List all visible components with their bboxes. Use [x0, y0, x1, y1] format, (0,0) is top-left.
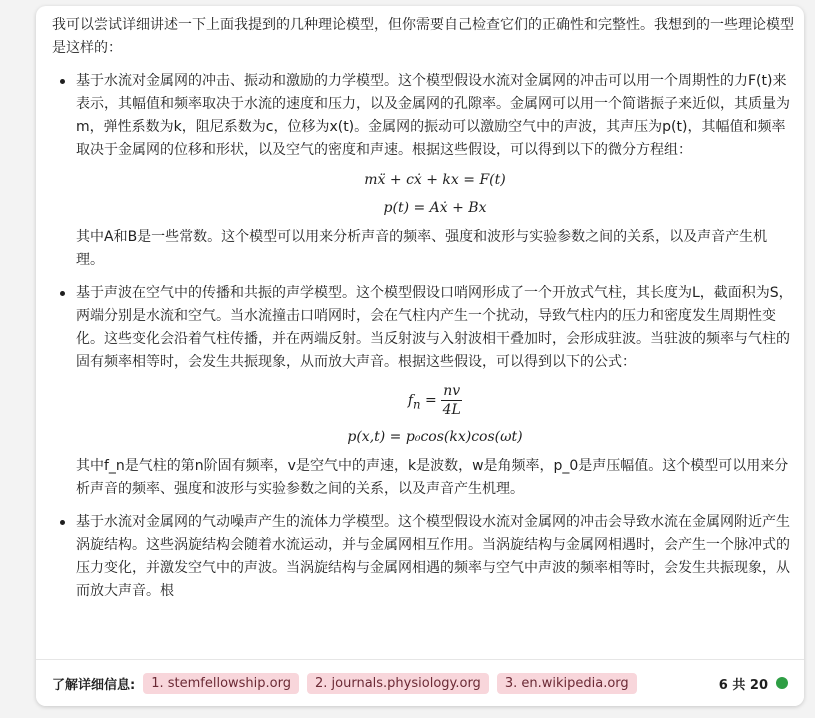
eq-lhs: f	[407, 392, 414, 409]
source-link-3[interactable]: 3. en.wikipedia.org	[497, 673, 637, 694]
equation-pressure: p(x,t) = p₀cos(kx)cos(ωt)	[347, 429, 523, 445]
chat-response-card	[36, 6, 804, 706]
bullet-2-text: 基于声波在空气中的传播和共振的声学模型。这个模型假设口哨网形成了一个开放式气柱，其长度为L，截面积为S，两端分别是水流和空气。当水流撞击口哨网时，会在气柱内产生一个扰动，导致气柱内的压力和密度发生周期性变化。这些变化会沿着气柱传播，并在两端反射。当反射波与入射波相干叠加时，会形成驻波。当驻波的频率与气柱的固有频率相等时，会发生共振现象，从而放大声音。根据这些假设，可以得到以下的公式：	[76, 285, 793, 370]
list-item-acoustic-model	[76, 282, 794, 501]
response-content	[52, 14, 794, 613]
bullet-2-after: 其中f_n是气柱的第n阶固有频率，v是空气中的声速，k是波数，w是角频率，p_0是声压幅值。这个模型可以用来分析声音的频率、强度和波形与实验参数之间的关系，以及声音产生机理。	[76, 458, 789, 497]
fraction-numerator: nv	[443, 383, 461, 399]
status-dot-icon	[776, 677, 788, 689]
bullet-1-text: 基于水流对金属网的冲击、振动和激励的力学模型。这个模型假设水流对金属网的冲击可以用一个周期性的力F(t)来表示，其幅值和频率取决于水流的速度和压力，以及金属网的孔隙率。金属网可以用一个简谐振子来近似，其质量为m，弹性系数为k，阻尼系数为c，位移为x(t)。金属网的振动可以激励空气中的声波，其声压为p(t)，其幅值和频率取决于金属网的位移和形状，以及空气的密度和声速。根据这些假设，可以得到以下的微分方程组：	[76, 73, 790, 158]
source-link-2[interactable]: 2. journals.physiology.org	[307, 673, 489, 694]
list-item-mechanical-model	[76, 70, 794, 272]
model-list	[52, 70, 794, 603]
learn-more-bar	[36, 659, 804, 706]
turn-counter-text: 6 共 20	[718, 677, 768, 693]
fraction	[441, 382, 462, 419]
eq-equals: =	[425, 392, 442, 409]
eq-sub: n	[413, 397, 421, 412]
fraction-denominator: 4L	[442, 402, 461, 418]
equation-1: mẍ + cẋ + kx = F(t)	[364, 172, 506, 188]
bullet-3-text: 基于水流对金属网的气动噪声产生的流体力学模型。这个模型假设水流对金属网的冲击会导致水流在金属网附近产生涡旋结构。这些涡旋结构会随着水流运动，并与金属网相互作用。当涡旋结构与金属网相遇时，会产生一个脉冲式的压力变化，并激发空气中的声波。当涡旋结构与金属网相遇的频率与空气中声波的频率相等时，会发生共振现象，从而放大声音。根	[76, 514, 790, 599]
equation-2: p(t) = Aẋ + Bx	[383, 200, 487, 216]
turn-counter	[719, 674, 788, 693]
equation-frequency	[76, 382, 794, 419]
bullet-1-after: 其中A和B是一些常数。这个模型可以用来分析声音的频率、强度和波形与实验参数之间的关系，以及声音产生机理。	[76, 229, 768, 268]
list-item-fluid-model	[76, 511, 794, 603]
learn-more-label: 了解详细信息:	[52, 677, 136, 693]
source-link-1[interactable]: 1. stemfellowship.org	[143, 673, 299, 694]
intro-paragraph: 我可以尝试详细讲述一下上面我提到的几种理论模型，但你需要自己检查它们的正确性和完整性。我想到的一些理论模型是这样的：	[52, 17, 794, 56]
